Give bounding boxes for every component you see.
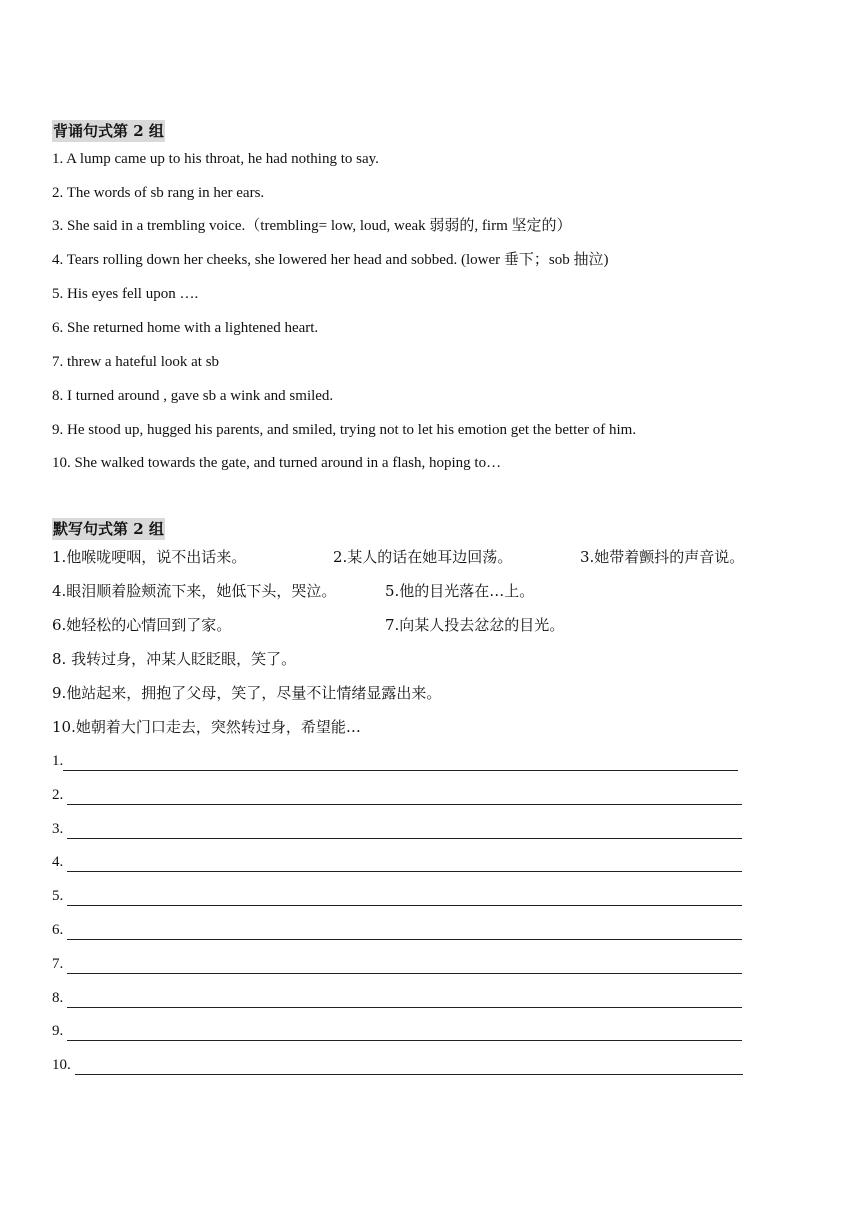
answer-underline [63,756,738,771]
answer-line-8[interactable] [52,988,742,1008]
answer-label: 10. [52,1057,71,1073]
answer-label: 2. [52,787,64,803]
answer-line-2[interactable] [52,785,742,805]
answer-line-5[interactable] [52,886,742,906]
dictation-item-8: 8. 我转过身，冲某人眨眨眼，笑了。 [52,650,297,668]
answer-underline [75,1060,743,1075]
answer-label: 3. [52,821,64,837]
answer-label: 8. [52,990,64,1006]
answer-underline [67,925,742,940]
answer-line-7[interactable] [52,954,742,974]
dictation-item-10: 10.她朝着大门口走去，突然转过身，希望能… [52,718,361,736]
dictation-item-3: 3.她带着颤抖的声音说。 [580,548,745,566]
answer-underline [67,857,742,872]
recite-item-6: 6. She returned home with a lightened heart. [52,320,319,336]
answer-line-1[interactable] [52,751,738,771]
answer-label: 7. [52,956,64,972]
answer-underline [67,891,742,906]
recite-item-7: 7. threw a hateful look at sb [52,354,220,370]
section-heading-recite: 背诵句式第 2 组 [53,122,164,140]
answer-underline [67,1026,742,1041]
answer-label: 1. [52,753,64,769]
answer-line-3[interactable] [52,819,742,839]
dictation-item-4: 4.眼泪顺着脸颊流下来，她低下头，哭泣。 [52,582,337,600]
answer-underline [67,790,742,805]
answer-line-4[interactable] [52,852,742,872]
dictation-item-1: 1.他喉咙哽咽，说不出话来。 [52,548,247,566]
dictation-item-9: 9.他站起来，拥抱了父母，笑了，尽量不让情绪显露出来。 [52,684,442,702]
answer-line-9[interactable] [52,1021,742,1041]
answer-underline [67,993,742,1008]
answer-label: 9. [52,1023,64,1039]
recite-item-8: 8. I turned around , gave sb a wink and smiled. [52,388,334,404]
dictation-item-7: 7.向某人投去忿忿的目光。 [385,616,565,634]
recite-item-1: 1. A lump came up to his throat, he had nothing to say. [52,151,379,167]
answer-line-6[interactable] [52,920,742,940]
recite-item-10: 10. She walked towards the gate, and turned around in a flash, hoping to… [52,455,502,471]
answer-label: 5. [52,888,64,904]
answer-underline [67,824,742,839]
recite-item-3: 3. She said in a trembling voice.（trembling= low, loud, weak 弱弱的, firm 坚定的） [52,218,572,234]
recite-item-5: 5. His eyes fell upon …. [52,286,199,302]
recite-item-9: 9. He stood up, hugged his parents, and smiled, trying not to let his emotion get the better of him. [52,422,637,438]
recite-item-2: 2. The words of sb rang in her ears. [52,185,265,201]
answer-line-10[interactable] [52,1055,743,1075]
answer-label: 6. [52,922,64,938]
dictation-item-2: 2.某人的话在她耳边回荡。 [333,548,513,566]
recite-item-4: 4. Tears rolling down her cheeks, she lowered her head and sobbed. (lower 垂下；sob 抽泣) [52,252,609,268]
dictation-item-6: 6.她轻松的心情回到了家。 [52,616,232,634]
answer-underline [67,959,742,974]
section-heading-dictation: 默写句式第 2 组 [53,520,164,538]
dictation-item-5: 5.他的目光落在…上。 [385,582,535,600]
answer-label: 4. [52,854,64,870]
